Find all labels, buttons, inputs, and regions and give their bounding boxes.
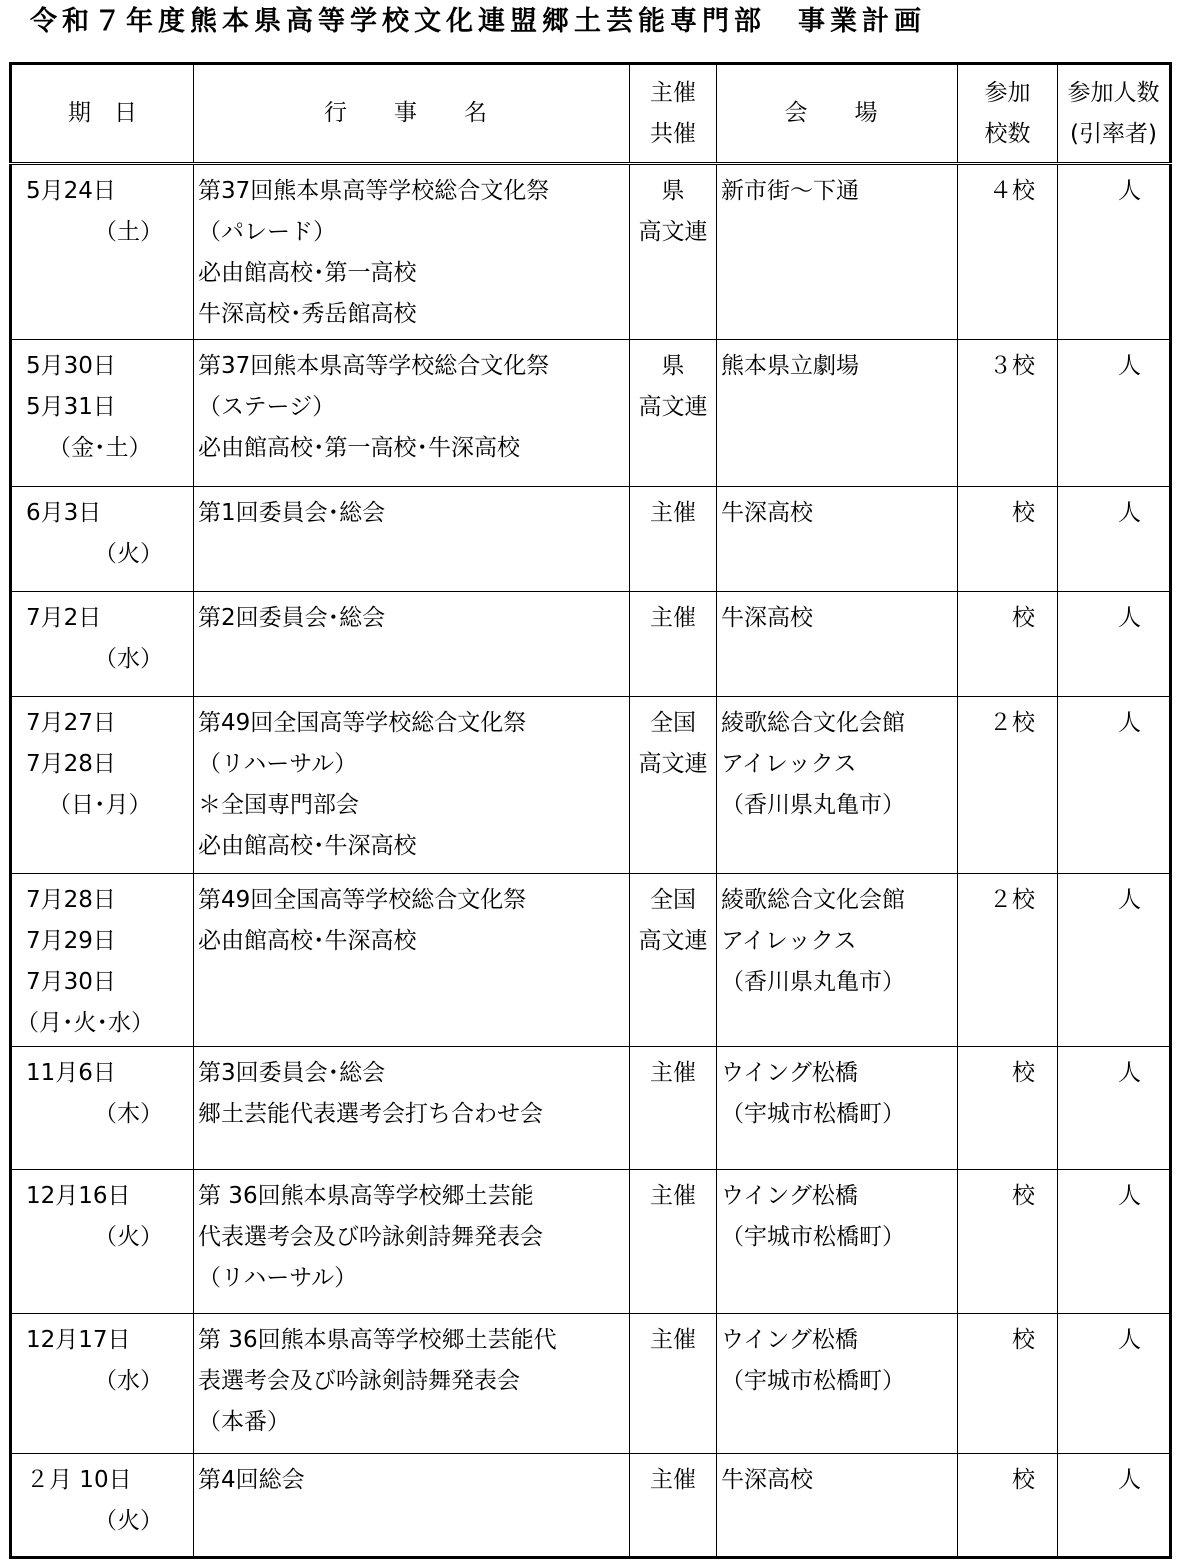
header-schools-line: 参加 — [984, 79, 1031, 106]
event-line: 牛深高校･秀岳館高校 — [198, 301, 417, 327]
host-line: 主催 — [650, 1466, 696, 1493]
header-date: 期 日 — [11, 64, 194, 164]
event-cell — [194, 164, 630, 340]
venue-line: （香川県丸亀市） — [721, 791, 905, 818]
date-line: 6月3日 — [26, 499, 102, 526]
schools-cell: ２校 — [958, 696, 1058, 874]
event-plan-table — [9, 62, 1172, 1559]
date-line: 7月28日 — [26, 887, 116, 914]
event-line: （パレード） — [198, 219, 336, 245]
host-cell — [630, 874, 717, 1046]
weekday-line: （土） — [94, 219, 163, 245]
date-line: 5月30日 — [26, 352, 116, 379]
event-line: 第2回委員会･総会 — [198, 605, 386, 632]
host-line: 主催 — [650, 499, 696, 526]
date-line: 12月17日 — [26, 1327, 131, 1354]
people-cell: 人 — [1058, 1046, 1171, 1169]
schools-cell: 校 — [958, 1314, 1058, 1453]
venue-line: 牛深高校 — [721, 605, 813, 632]
weekday-line: （金･土） — [48, 434, 152, 461]
date-line: 7月30日 — [26, 969, 116, 996]
header-schools — [958, 64, 1058, 164]
host-line: 全国 — [650, 709, 696, 736]
header-host-line: 共催 — [650, 120, 696, 147]
host-line: 主催 — [650, 1059, 696, 1086]
table-row — [11, 486, 1171, 591]
table-row — [11, 874, 1171, 1046]
venue-cell — [717, 486, 958, 591]
date-line: ２月 10日 — [26, 1466, 132, 1493]
host-line: 主催 — [650, 605, 696, 632]
event-line: 第49回全国高等学校総合文化祭 — [198, 709, 527, 736]
host-line: 高文連 — [638, 928, 708, 955]
venue-cell — [717, 592, 958, 696]
host-cell — [630, 1169, 717, 1313]
event-line: 第1回委員会･総会 — [198, 499, 386, 526]
schools-cell: 校 — [958, 1453, 1058, 1557]
event-line: （リハーサル） — [198, 1264, 358, 1291]
table-row — [11, 339, 1171, 486]
date-cell — [11, 1046, 194, 1169]
weekday-line: （木） — [94, 1100, 163, 1127]
venue-line: 綾歌総合文化会館 — [721, 887, 905, 914]
date-line: 7月29日 — [26, 928, 116, 955]
people-cell: 人 — [1058, 164, 1171, 340]
date-line: 7月28日 — [26, 750, 116, 777]
date-line: 5月31日 — [26, 393, 116, 420]
host-cell — [630, 164, 717, 340]
venue-cell — [717, 874, 958, 1046]
event-line: （本番） — [198, 1409, 290, 1436]
date-cell — [11, 339, 194, 486]
venue-line: 熊本県立劇場 — [721, 352, 859, 379]
date-cell — [11, 1169, 194, 1313]
date-line: 11月6日 — [26, 1059, 116, 1086]
date-line: 7月2日 — [26, 605, 102, 632]
venue-cell — [717, 164, 958, 340]
people-cell: 人 — [1058, 339, 1171, 486]
header-people — [1058, 64, 1171, 164]
venue-line: （宇城市松橋町） — [721, 1100, 905, 1127]
host-line: 高文連 — [638, 750, 708, 777]
date-cell — [11, 1453, 194, 1557]
host-line: 高文連 — [638, 393, 708, 420]
header-people-line: 参加人数 — [1067, 79, 1160, 106]
venue-line: ウイング松橋 — [721, 1182, 858, 1209]
event-line: 表選考会及び吟詠剣詩舞発表会 — [198, 1368, 520, 1395]
weekday-line: （火） — [94, 540, 163, 567]
event-cell — [194, 592, 630, 696]
event-line: 必由館高校･牛深高校 — [198, 832, 417, 859]
venue-cell — [717, 1314, 958, 1453]
event-line: （ステージ） — [198, 393, 336, 420]
header-people-line: (引率者) — [1070, 120, 1157, 147]
date-cell — [11, 1314, 194, 1453]
venue-line: 牛深高校 — [721, 1466, 813, 1493]
event-line: 第4回総会 — [198, 1466, 305, 1493]
event-cell — [194, 339, 630, 486]
table-row — [11, 164, 1171, 340]
schools-cell: 校 — [958, 1046, 1058, 1169]
venue-line: 牛深高校 — [721, 499, 813, 526]
event-line: 第49回全国高等学校総合文化祭 — [198, 887, 527, 914]
venue-line: （宇城市松橋町） — [721, 1223, 905, 1250]
host-cell — [630, 592, 717, 696]
venue-line: アイレックス — [721, 928, 857, 955]
host-line: 主催 — [650, 1327, 696, 1354]
weekday-line: （火） — [94, 1223, 163, 1250]
host-line: 県 — [661, 352, 685, 379]
people-cell: 人 — [1058, 874, 1171, 1046]
event-line: （リハーサル） — [198, 750, 358, 777]
host-cell — [630, 1314, 717, 1453]
event-cell — [194, 1169, 630, 1313]
table-row — [11, 592, 1171, 696]
schools-cell: 校 — [958, 592, 1058, 696]
venue-line: 新市街～下通 — [721, 178, 859, 204]
table-row — [11, 1314, 1171, 1453]
event-line: 必由館高校･第一高校 — [198, 260, 417, 286]
venue-cell — [717, 1169, 958, 1313]
venue-line: ウイング松橋 — [721, 1059, 858, 1086]
people-cell: 人 — [1058, 696, 1171, 874]
venue-cell — [717, 1453, 958, 1557]
host-cell — [630, 486, 717, 591]
header-row — [11, 64, 1171, 164]
event-line: ＊全国専門部会 — [198, 791, 359, 818]
weekday-line: （火） — [94, 1507, 163, 1534]
host-cell — [630, 1046, 717, 1169]
event-line: 必由館高校･牛深高校 — [198, 928, 417, 955]
venue-line: （香川県丸亀市） — [721, 969, 905, 996]
date-line: 5月24日 — [26, 178, 116, 204]
event-line: 代表選考会及び吟詠剣詩舞発表会 — [198, 1223, 543, 1250]
header-schools-line: 校数 — [984, 120, 1031, 147]
venue-line: アイレックス — [721, 750, 857, 777]
date-line: 7月27日 — [26, 709, 116, 736]
date-cell — [11, 696, 194, 874]
schools-cell: ４校 — [958, 164, 1058, 340]
host-cell — [630, 339, 717, 486]
people-cell: 人 — [1058, 486, 1171, 591]
date-cell — [11, 486, 194, 591]
event-line: 郷土芸能代表選考会打ち合わせ会 — [198, 1100, 543, 1127]
people-cell: 人 — [1058, 1169, 1171, 1313]
venue-cell — [717, 339, 958, 486]
event-line: 必由館高校･第一高校･牛深高校 — [198, 434, 520, 461]
weekday-line: （日･月） — [48, 791, 152, 818]
venue-cell — [717, 696, 958, 874]
date-line: 12月16日 — [26, 1182, 131, 1209]
table-row — [11, 696, 1171, 874]
event-line: 第 36回熊本県高等学校郷土芸能 — [198, 1182, 534, 1209]
header-host — [630, 64, 717, 164]
people-cell: 人 — [1058, 1453, 1171, 1557]
venue-line: 綾歌総合文化会館 — [721, 709, 905, 736]
schools-cell: ３校 — [958, 339, 1058, 486]
schools-cell: ２校 — [958, 874, 1058, 1046]
event-cell — [194, 1314, 630, 1453]
event-cell — [194, 874, 630, 1046]
event-cell — [194, 1046, 630, 1169]
event-line: 第3回委員会･総会 — [198, 1059, 386, 1086]
header-venue: 会 場 — [717, 64, 958, 164]
header-event: 行 事 名 — [194, 64, 630, 164]
date-cell — [11, 592, 194, 696]
host-line: 高文連 — [638, 219, 708, 245]
weekday-line: （月･火･水） — [16, 1010, 154, 1037]
event-cell — [194, 1453, 630, 1557]
host-line: 全国 — [650, 887, 696, 914]
date-cell — [11, 874, 194, 1046]
host-cell — [630, 1453, 717, 1557]
table-row — [11, 1046, 1171, 1169]
event-line: 第37回熊本県高等学校総合文化祭 — [198, 178, 550, 204]
people-cell: 人 — [1058, 592, 1171, 696]
schools-cell: 校 — [958, 486, 1058, 591]
event-cell — [194, 696, 630, 874]
event-line: 第37回熊本県高等学校総合文化祭 — [198, 352, 550, 379]
host-line: 主催 — [650, 1182, 696, 1209]
event-cell — [194, 486, 630, 591]
table-row — [11, 1453, 1171, 1557]
host-cell — [630, 696, 717, 874]
event-line: 第 36回熊本県高等学校郷土芸能代 — [198, 1327, 557, 1354]
table-row — [11, 1169, 1171, 1313]
weekday-line: （水） — [94, 1368, 163, 1395]
venue-line: （宇城市松橋町） — [721, 1368, 905, 1395]
venue-cell — [717, 1046, 958, 1169]
venue-line: ウイング松橋 — [721, 1327, 858, 1354]
schools-cell: 校 — [958, 1169, 1058, 1313]
document-title: 令和７年度熊本県高等学校文化連盟郷土芸能専門部 事業計画 — [30, 6, 926, 37]
people-cell: 人 — [1058, 1314, 1171, 1453]
header-host-line: 主催 — [650, 79, 696, 106]
weekday-line: （水） — [94, 646, 163, 673]
host-line: 県 — [661, 178, 685, 204]
date-cell — [11, 164, 194, 340]
